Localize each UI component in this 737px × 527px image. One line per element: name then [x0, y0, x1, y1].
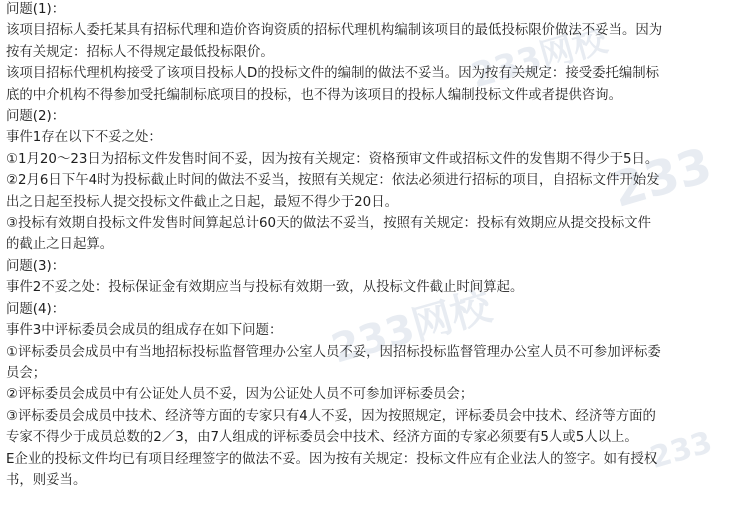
text-line: 书，则妥当。: [6, 472, 87, 488]
text-line: ①1月20～23日为招标文件发售时间不妥，因为按有关规定：资格预审文件或招标文件的发售期不得少于5日。: [6, 151, 659, 167]
question-2-heading: 问题(2)：: [6, 109, 66, 125]
text-line: 该项目招标代理机构接受了该项目投标人D的投标文件的编制的做法不妥当。因为按有关规定：接受委托编制标: [6, 66, 660, 82]
text-line: ②2月6日下午4时为投标截止时间的做法不妥当，按照有关规定：依法必须进行招标的项目，自招标文件开始发: [6, 173, 660, 189]
text-line: 出之日起至投标人提交投标文件截止之日起，最短不得少于20日。: [6, 194, 398, 210]
question-3-heading: 问题(3)：: [6, 258, 66, 274]
text-line: 专家不得少于成员总数的2／3，由7人组成的评标委员会中技术、经济方面的专家必须要有5人或5人以上。: [6, 430, 638, 446]
text-line: ①评标委员会成员中有当地招标投标监督管理办公室人员不妥，因招标投标监督管理办公室人员不可参加评标委: [6, 344, 661, 360]
watermark-logo: 233: [646, 425, 717, 476]
text-line: 按有关规定：招标人不得规定最低投标限价。: [6, 44, 274, 60]
watermark-logo: 233: [606, 137, 718, 219]
answer-text: [6, 0, 734, 491]
watermark-logo: 233网校: [466, 19, 612, 97]
question-1-heading: 问题(1)：: [6, 2, 66, 17]
text-line: 员会；: [6, 365, 47, 381]
text-line: 该项目招标人委托某具有招标代理和造价咨询资质的招标代理机构编制该项目的最低投标限价做法不妥当。因为: [6, 23, 663, 39]
question-4-heading: 问题(4)：: [6, 301, 66, 317]
text-line: 的截止之日起算。: [6, 237, 114, 253]
text-line: ③评标委员会成员中技术、经济等方面的专家只有4人不妥，因为按照规定，评标委员会中技术、经济等方面的: [6, 408, 656, 424]
text-line: ③投标有效期自投标文件发售时间算起总计60天的做法不妥当，按照有关规定：投标有效期应从提交投标文件: [6, 216, 652, 232]
text-line: 事件1存在以下不妥之处：: [6, 130, 162, 146]
text-line: 底的中介机构不得参加受托编制标底项目的投标，也不得为该项目的投标人编制投标文件或者提供咨询。: [6, 87, 622, 103]
text-line: 事件3中评标委员会成员的组成存在如下问题：: [6, 323, 283, 339]
text-line: E企业的投标文件均已有项目经理签字的做法不妥。因为按有关规定：投标文件应有企业法人的签字。如有授权: [6, 451, 658, 467]
watermark-logo: 233网校: [326, 283, 497, 373]
text-line: 事件2不妥之处：投标保证金有效期应当与投标有效期一致，从投标文件截止时间算起。: [6, 280, 524, 296]
text-line: ②评标委员会成员中有公证处人员不妥，因为公证处人员不可参加评标委员会；: [6, 387, 474, 403]
